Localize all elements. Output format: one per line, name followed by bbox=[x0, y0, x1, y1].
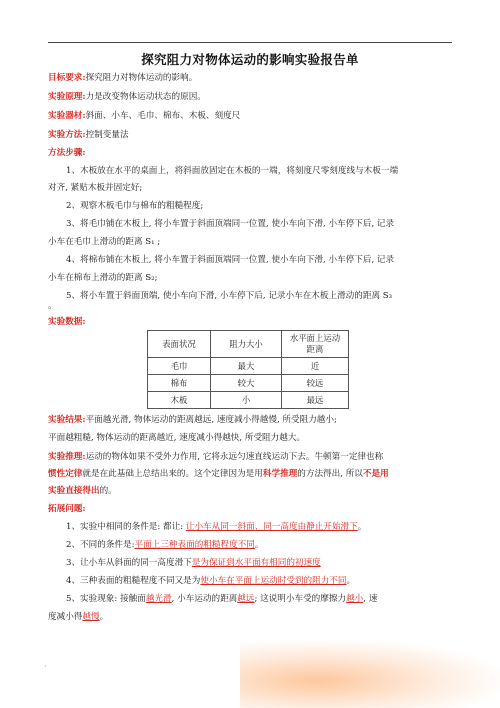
table-header-cell: 水平面上运动距离 bbox=[282, 331, 349, 358]
data-table bbox=[147, 330, 349, 409]
question-1-text: 1、实验中相同的条件是: 都让: bbox=[66, 522, 184, 532]
scientific-reasoning-term: 科学推理 bbox=[262, 469, 298, 479]
question-5-answer-4: 越慢 bbox=[82, 612, 100, 622]
table-row bbox=[148, 358, 349, 375]
data-label: 实验数据: bbox=[48, 317, 86, 327]
step-4-line-a: 4、将棉布铺在木板上, 将小车置于斜面顶端同一位置, 使小车向下滑, 小车停下后, 记录 bbox=[66, 255, 395, 265]
experiment-direct-term: 实验直接得出 bbox=[48, 486, 100, 496]
method-line bbox=[48, 129, 452, 141]
inference-label: 实验推理: bbox=[48, 452, 86, 462]
question-2-end: 。 bbox=[254, 540, 264, 550]
table-header-row bbox=[148, 331, 349, 358]
extension-heading bbox=[48, 503, 452, 515]
question-2-answer: 平面上三种表面的粗糙程度不同 bbox=[134, 540, 255, 550]
inference-line-2 bbox=[48, 468, 452, 480]
question-5-text-5: 度减小得 bbox=[48, 612, 83, 622]
step-1-line-b: 对齐, 紧贴木板并固定好; bbox=[48, 183, 143, 193]
page-title: 探究阻力对物体运动的影响实验报告单 bbox=[141, 52, 359, 67]
question-5-text: 5、实验现象: 接触面 bbox=[66, 594, 146, 604]
table-cell: 木板 bbox=[148, 392, 211, 409]
question-4 bbox=[48, 575, 470, 587]
question-4-text: 4、三种表面的粗糙程度不同又是为 bbox=[66, 576, 201, 586]
step-5-line-a: 5、将小车置于斜面顶端, 使小车向下滑, 小车停下后, 记录小车在木板上滑动的距离 S₃ bbox=[66, 291, 393, 301]
question-3 bbox=[48, 557, 470, 569]
steps-label: 方法步骤: bbox=[48, 148, 86, 158]
table-row bbox=[148, 392, 349, 409]
table-header-cell: 表面状况 bbox=[148, 331, 211, 358]
goal-label: 目标要求: bbox=[48, 73, 86, 83]
question-4-answer: 使小车在平面上运动时受到的阻力不同 bbox=[200, 576, 347, 586]
step-3-line-b: 小车在毛巾上滑动的距离 S₁ ; bbox=[48, 237, 161, 247]
step-3-line-a: 3、将毛巾铺在木板上, 将小车置于斜面顶端同一位置, 使小车向下滑, 小车停下后, 记录 bbox=[66, 219, 395, 229]
table-cell: 毛巾 bbox=[148, 358, 211, 375]
table-cell: 小 bbox=[211, 392, 282, 409]
question-3-answer: 是为保证到水平面有相同的初速度 bbox=[191, 558, 321, 568]
table-row bbox=[148, 375, 349, 392]
principle-line bbox=[48, 91, 452, 103]
step-5-line-b: 。 bbox=[48, 301, 57, 311]
table-cell: 较大 bbox=[211, 375, 282, 392]
question-5-answer-2: 越远 bbox=[237, 594, 255, 604]
table-cell: 最大 bbox=[211, 358, 282, 375]
principle-text: 力是改变物体运动状态的原因。 bbox=[85, 92, 206, 102]
question-1 bbox=[48, 521, 470, 533]
question-5-text-4: , 速 bbox=[363, 594, 378, 604]
question-5-end: 。 bbox=[99, 612, 109, 622]
table-cell: 较远 bbox=[282, 375, 349, 392]
step-2-line: 2、观察木板毛巾与棉布的粗糙程度; bbox=[66, 201, 204, 211]
extension-label: 拓展问题: bbox=[48, 504, 86, 514]
question-2-text: 2、不同的条件是: bbox=[66, 540, 135, 550]
inference-text-3: 的方法得出, 所以 bbox=[297, 469, 363, 479]
data-heading bbox=[48, 316, 452, 328]
inference-text-4: 的。 bbox=[99, 486, 117, 496]
question-5-line-2 bbox=[48, 611, 452, 623]
table-cell: 近 bbox=[282, 358, 349, 375]
equipment-line bbox=[48, 110, 452, 122]
question-2 bbox=[48, 539, 470, 551]
inference-text-2: 就是在此基础上总结出来的。这个定律因为是用 bbox=[82, 469, 263, 479]
table-header-cell: 阻力大小 bbox=[211, 331, 282, 358]
inference-text-1: 运动的物体如果不受外力作用, 它将永远匀速直线运动下去。牛顿第一定律也称 bbox=[85, 452, 384, 462]
question-4-end: 。 bbox=[346, 576, 356, 586]
question-5-answer-1: 越光滑 bbox=[145, 594, 172, 604]
principle-label: 实验原理: bbox=[48, 92, 86, 102]
result-line-1 bbox=[48, 414, 452, 426]
method-label: 实验方法: bbox=[48, 130, 86, 140]
inertia-law-term: 惯性定律 bbox=[48, 469, 83, 479]
question-5-answer-3: 越小 bbox=[346, 594, 364, 604]
question-1-answer: 让小车从同一斜面、同一高度由静止开始滑下 bbox=[185, 522, 358, 532]
table-cell: 棉布 bbox=[148, 375, 211, 392]
page-dot: · bbox=[44, 662, 47, 671]
inference-line-3 bbox=[48, 485, 452, 497]
table-cell: 最远 bbox=[282, 392, 349, 409]
question-1-end: 。 bbox=[357, 522, 367, 532]
watermark-logo bbox=[240, 640, 500, 708]
top-divider bbox=[48, 42, 452, 43]
result-label: 实验结果: bbox=[48, 415, 86, 425]
question-5 bbox=[48, 593, 470, 605]
steps-heading bbox=[48, 147, 452, 159]
step-1-line-a: 1、木板放在水平的桌面上，将斜面放固定在木板的一端，将刻度尺零刻度线与木板一端 bbox=[66, 166, 399, 176]
step-4-line-b: 小车在棉布上滑动的距离 S₂; bbox=[48, 273, 158, 283]
method-text: 控制变量法 bbox=[85, 130, 129, 140]
equipment-text: 斜面、小车、毛巾、棉布、木板、刻度尺 bbox=[85, 111, 241, 121]
result-line-2: 平面越粗糙, 物体运动的距离越近, 速度减小得越快, 所受阻力越大。 bbox=[48, 433, 306, 443]
question-3-text: 3、让小车从斜面的同一高度滑下 bbox=[66, 558, 192, 568]
goal-line bbox=[48, 72, 452, 84]
question-5-text-3: ; 这说明小车受的摩擦力 bbox=[254, 594, 347, 604]
equipment-label: 实验器材: bbox=[48, 111, 86, 121]
inference-line-1 bbox=[48, 451, 452, 463]
goal-text: 探究阻力对物体运动的影响。 bbox=[85, 73, 198, 83]
result-text-1: 平面越光滑, 物体运动的距离越远, 速度减小得越慢, 所受阻力越小; bbox=[85, 415, 337, 425]
not-by-term: 不是用 bbox=[362, 469, 389, 479]
question-5-text-2: , 小车运动的距离 bbox=[171, 594, 238, 604]
